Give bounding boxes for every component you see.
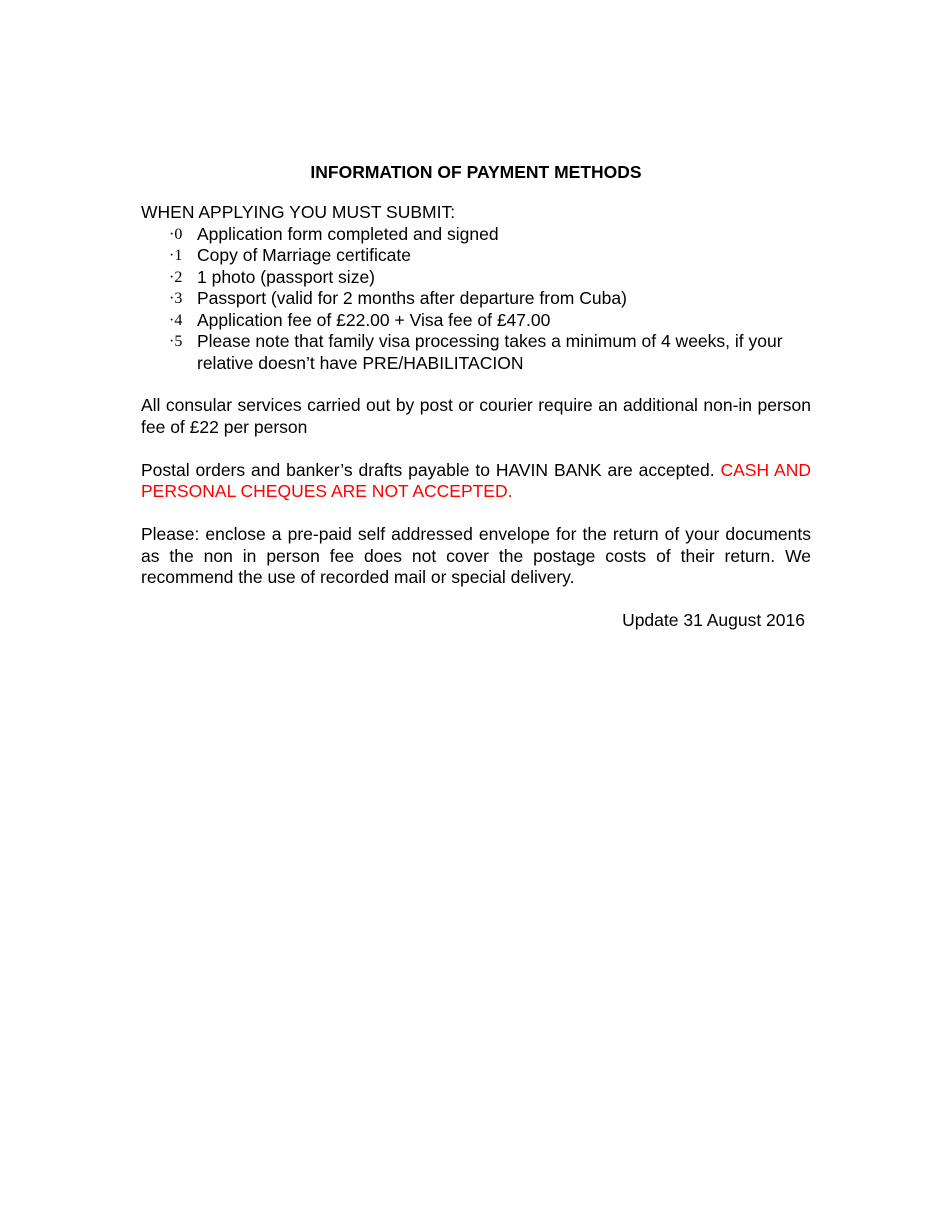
consular-fee-paragraph: All consular services carried out by post or courier require an additional non-in person fee of £22 per person (141, 395, 811, 437)
requirement-number: ·4 (169, 311, 183, 329)
requirements-list (141, 224, 811, 375)
requirement-number: ·2 (169, 268, 183, 286)
document-title: INFORMATION OF PAYMENT METHODS (310, 162, 642, 182)
update-date: Update 31 August 2016 (622, 610, 805, 630)
requirement-item (141, 267, 811, 289)
requirement-number: ·5 (169, 333, 183, 350)
document-page (141, 160, 811, 632)
payment-warning-text: CASH AND PERSONAL CHEQUES ARE NOT ACCEPTED. (141, 459, 811, 501)
requirement-number: ·0 (169, 225, 183, 243)
envelope-paragraph: Please: enclose a pre-paid self addressed envelope for the return of your documents as the non in person fee does not cover the postage costs of their return. We recommend the use of recorded mail or special delivery. (141, 524, 811, 587)
requirement-text: Application form completed and signed (197, 223, 499, 244)
requirement-item (141, 245, 811, 267)
requirement-text: Please note that family visa processing takes a minimum of 4 weeks, if your relative doesn’t have PRE/HABILITACION (197, 331, 783, 373)
requirement-number: ·1 (169, 247, 183, 264)
requirements-intro: WHEN APPLYING YOU MUST SUBMIT: (141, 202, 456, 222)
requirement-text: Copy of Marriage certificate (197, 245, 411, 265)
requirement-text: 1 photo (passport size) (197, 266, 376, 287)
requirement-text: Passport (valid for 2 months after departure from Cuba) (197, 288, 627, 308)
requirement-text: Application fee of £22.00 + Visa fee of £47.00 (197, 309, 551, 330)
payment-paragraph (141, 460, 811, 503)
requirement-item (141, 331, 811, 374)
requirement-item (141, 224, 811, 246)
requirement-item (141, 288, 811, 310)
requirement-number: ·3 (169, 290, 183, 307)
payment-accepted-text: Postal orders and banker’s drafts payable to HAVIN BANK are accepted. (141, 459, 715, 480)
requirement-item (141, 310, 811, 332)
